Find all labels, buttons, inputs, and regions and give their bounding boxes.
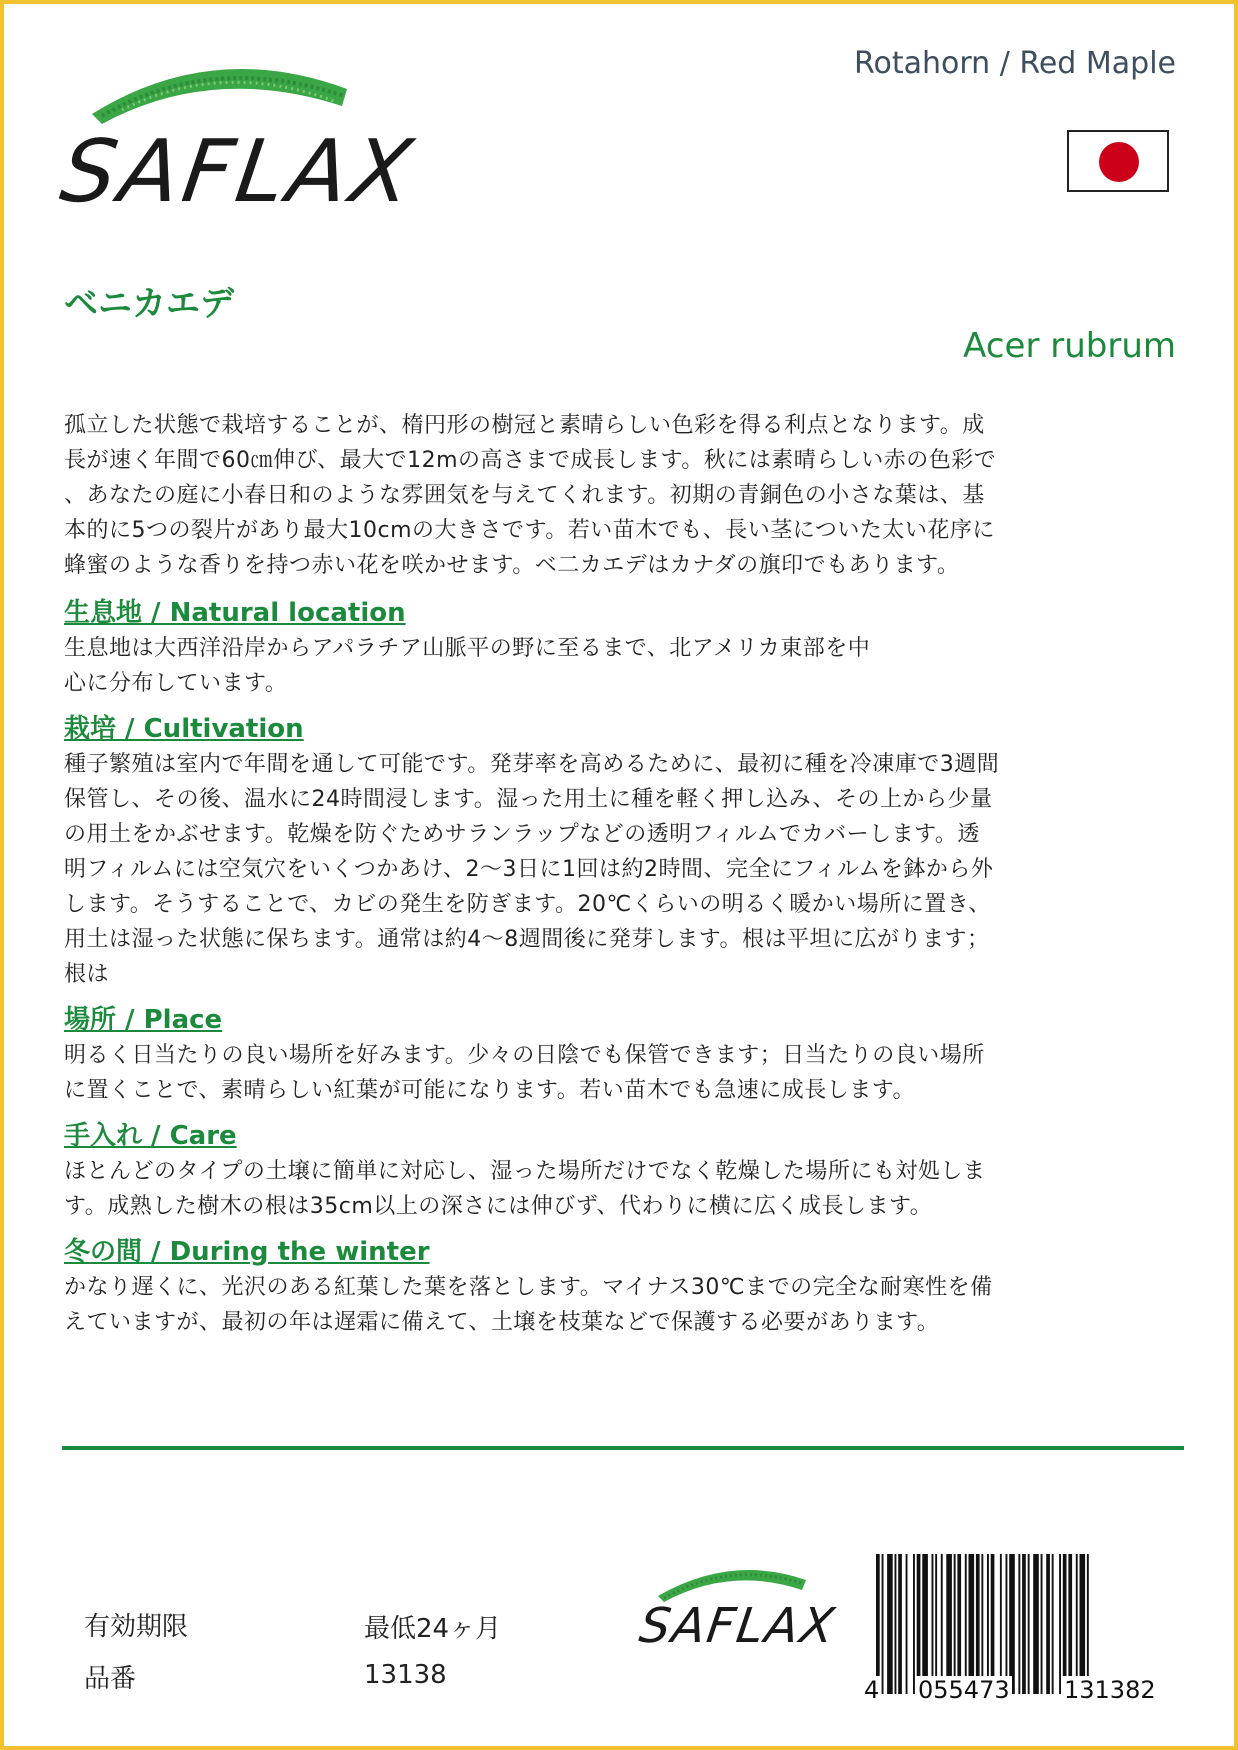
text-line: 蜂蜜のような香りを持つ赤い花を咲かせます。ベ二カエデはカナダの旗印でもあります。: [64, 553, 960, 578]
section-body-place: [64, 1038, 1184, 1108]
section-title-location: 生息地 / Natural location: [64, 598, 406, 628]
item-number-value: 13138: [364, 1660, 447, 1690]
text-line: かなり遅くに、光沢のある紅葉した葉を落とします。マイナス30℃までの完全な耐寒性を備: [64, 1275, 993, 1300]
text-line: 保管し、その後、温水に24時間浸します。湿った用土に種を軽く押し込み、その上から少量: [64, 787, 993, 812]
text-line: 長が速く年間で60㎝伸び、最大で12mの高さまで成長します。秋には素晴らしい赤の色彩で: [64, 448, 997, 473]
product-name: Rotahorn / Red Maple: [853, 46, 1176, 81]
barcode-digit-first: 4: [864, 1676, 880, 1704]
text-line: 本的に5つの裂片があり最大10cmの大きさです。若い苗木でも、長い茎についた太い花序に: [64, 518, 995, 543]
intro-paragraph: [64, 408, 1184, 583]
section-title-winter: 冬の間 / During the winter: [64, 1237, 430, 1267]
section-body-cultivation: [64, 747, 1184, 992]
section-title-care: 手入れ / Care: [64, 1121, 237, 1151]
text-line: します。そうすることで、カビの発生を防ぎます。20℃くらいの明るく暖かい場所に置き、: [64, 892, 991, 917]
section-body-location: [64, 631, 1024, 701]
text-line: 明るく日当たりの良い場所を好みます。少々の日陰でも保管できます；日当たりの良い場所: [64, 1043, 985, 1068]
section-body-care: [64, 1154, 1184, 1224]
section-title-place: 場所 / Place: [64, 1005, 223, 1035]
expiry-label: 有効期限: [84, 1612, 189, 1642]
section-body-winter: [64, 1270, 1184, 1340]
expiry-value: 最低24ヶ月: [364, 1614, 502, 1644]
text-line: 根は: [64, 962, 110, 987]
japan-flag-icon: [1067, 130, 1169, 192]
barcode-group-right: 131382: [1064, 1676, 1156, 1704]
saflax-logo-top: [54, 44, 422, 222]
brand-wordmark: SAFLAX: [54, 122, 422, 222]
description-content: [64, 408, 1184, 1350]
flag-red-disc: [1099, 142, 1139, 182]
text-line: の用土をかぶせます。乾燥を防ぐためサランラップなどの透明フィルムでカバーします。透: [64, 822, 980, 847]
text-line: 生息地は大西洋沿岸からアパラチア山脈平の野に至るまで、北アメリカ東部を中: [64, 636, 871, 661]
barcode-group-left: 055473: [918, 1676, 1010, 1704]
text-line: 明フィルムには空気穴をいくつかあけ、2～3日に1回は約2時間、完全にフィルムを鉢から外: [64, 857, 994, 882]
text-line: 用土は湿った状態に保ちます。通常は約4〜8週間後に発芽します。根は平坦に広がります；: [64, 927, 990, 952]
text-line: ほとんどのタイプの土壌に簡単に対応し、湿った場所だけでなく乾燥した場所にも対処しま: [64, 1159, 986, 1184]
text-line: 孤立した状態で栽培することが、楕円形の樹冠と素晴らしい色彩を得る利点となります。成: [64, 413, 985, 438]
saflax-logo-bottom: [636, 1554, 840, 1654]
text-line: えていますが、最初の年は遅霜に備えて、土壌を枝葉などで保護する必要があります。: [64, 1310, 940, 1335]
item-number-label: 品番: [84, 1664, 137, 1694]
text-line: に置くことで、素晴らしい紅葉が可能になります。若い苗木でも急速に成長します。: [64, 1078, 916, 1103]
brand-wordmark: SAFLAX: [636, 1598, 840, 1654]
section-divider: [62, 1446, 1184, 1450]
japanese-plant-name: ベニカエデ: [64, 284, 234, 324]
latin-plant-name: Acer rubrum: [963, 326, 1176, 366]
section-title-cultivation: 栽培 / Cultivation: [64, 714, 304, 744]
text-line: 心に分布しています。: [64, 671, 288, 696]
text-line: 種子繁殖は室内で年間を通して可能です。発芽率を高めるために、最初に種を冷凍庫で3週間: [64, 752, 1000, 777]
ean-barcode: [862, 1554, 1184, 1704]
text-line: す。成熟した樹木の根は35cm以上の深さには伸びず、代わりに横に広く成長します。: [64, 1194, 933, 1219]
text-line: 、あなたの庭に小春日和のような雰囲気を与えてくれます。初期の青銅色の小さな葉は、基: [64, 483, 985, 508]
